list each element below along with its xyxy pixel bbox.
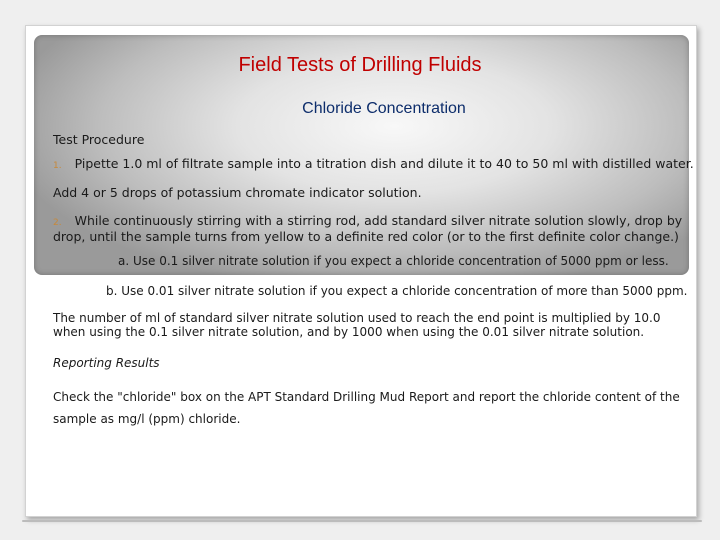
multiplier-line2: when using the 0.1 silver nitrate solution, and by 1000 when using the 0.01 silver nitrate solution. xyxy=(53,325,645,339)
step-1-text: Pipette 1.0 ml of filtrate sample into a titration dish and dilute it to 40 to 50 ml with distilled water. xyxy=(74,156,694,171)
step-2-number: 2. xyxy=(53,218,62,228)
page-subtitle: Chloride Concentration xyxy=(302,100,466,117)
step-2-text-line1: While continuously stirring with a stirring rod, add standard silver nitrate solution slowly, drop by xyxy=(74,213,683,228)
step-1 xyxy=(53,156,694,174)
section-heading: Test Procedure xyxy=(53,132,145,147)
sub-item-a: a. Use 0.1 silver nitrate solution if you expect a chloride concentration of 5000 ppm or less. xyxy=(118,254,669,268)
step-2-text-line2: drop, until the sample turns from yellow to a definite red color (or to the first definite color change.) xyxy=(53,229,679,244)
reporting-heading: Reporting Results xyxy=(53,356,160,370)
multiplier-line1: The number of ml of standard silver nitrate solution used to reach the end point is multiplied by 10.0 xyxy=(53,311,661,325)
reporting-line2: sample as mg/l (ppm) chloride. xyxy=(53,412,241,426)
slide xyxy=(25,25,697,517)
reporting-line1: Check the "chloride" box on the APT Standard Drilling Mud Report and report the chloride content of the xyxy=(53,390,680,404)
page-title: Field Tests of Drilling Fluids xyxy=(238,54,482,76)
sub-item-b: b. Use 0.01 silver nitrate solution if you expect a chloride concentration of more than 5000 ppm. xyxy=(106,284,688,298)
step-1-number: 1. xyxy=(53,161,62,171)
indicator-instruction: Add 4 or 5 drops of potassium chromate indicator solution. xyxy=(53,185,422,200)
